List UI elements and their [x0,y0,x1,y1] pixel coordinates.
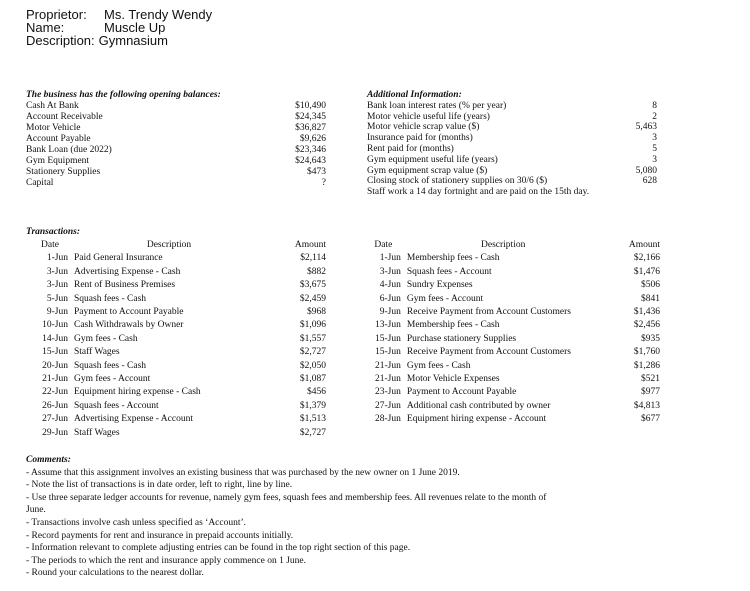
info-label: Closing stock of stationery supplies on 30/6 ($) [367,176,548,187]
transaction-description: Paid General Insurance [74,253,163,264]
info-value: 628 [642,176,657,187]
info-row [367,133,657,144]
info-value: 5 [652,143,657,154]
transaction-description: Payment to Account Payable [406,387,517,398]
transaction-row [360,279,660,292]
transaction-date: 15-Jun [375,333,401,344]
transaction-row [360,346,660,359]
transaction-amount: $2,050 [299,360,326,371]
transaction-amount: $2,459 [299,293,326,304]
balance-row [26,112,326,123]
transactions-table-left [26,239,326,440]
transaction-row [26,252,326,265]
transaction-date: 23-Jun [375,387,401,398]
transaction-row [360,306,660,319]
transactions-table-right [360,239,660,427]
transaction-description: Rent of Business Premises [74,280,176,291]
comment-line: June. [26,505,46,516]
info-row [367,166,657,177]
balance-row [26,145,326,156]
transaction-row [26,427,326,440]
balance-value: $24,345 [295,112,326,122]
balance-row [26,156,326,167]
description-header: Description [481,240,526,250]
transaction-amount: $2,166 [633,253,660,264]
transaction-row [26,413,326,426]
transaction-row [26,319,326,332]
transaction-row [26,360,326,373]
description-header: Description [146,240,192,250]
transaction-date: 29-Jun [42,427,68,438]
transaction-date: 10-Jun [42,320,68,331]
additional-information-title: Additional Information: [367,90,462,100]
transaction-description: Purchase stationery Supplies [406,333,517,344]
opening-balances-list [26,101,326,189]
transaction-amount: $1,760 [633,347,660,358]
transaction-amount: $1,096 [299,320,326,331]
transaction-row [360,319,660,332]
transaction-description: Advertising Expense - Account [74,414,193,425]
transaction-description: Receive Payment from Account Customers [406,347,571,358]
transaction-date: 21-Jun [375,374,401,385]
transaction-row [360,360,660,373]
name-label: Name: [26,20,65,35]
info-row [367,176,657,187]
comment-line: - Information relevant to complete adjusting entries can be found in the top right section of this page. [26,543,411,554]
transaction-date: 3-Jun [46,266,68,277]
opening-balances [26,90,326,189]
info-label: Gym equipment scrap value ($) [367,165,488,176]
transaction-date: 6-Jun [379,293,401,304]
transaction-description: Squash fees - Cash [74,360,147,371]
transaction-description: Cash Withdrawals by Owner [74,320,184,331]
name-value: Muscle Up [104,20,166,35]
additional-information [367,90,657,198]
info-value: 2 [652,111,657,122]
transaction-amount: $1,286 [633,360,660,371]
proprietor-label: Proprietor: [26,7,87,22]
info-label: Motor vehicle scrap value ($) [367,122,480,133]
transaction-date: 22-Jun [42,387,68,398]
comment-line: - Assume that this assignment involves an existing business that was purchased by the new owner on 1 June 2019. [26,467,460,478]
transactions-title: Transactions: [26,227,81,237]
transaction-date: 14-Jun [42,333,68,344]
transaction-amount: $1,476 [633,266,660,277]
transaction-row [360,266,660,279]
transaction-row [360,386,660,399]
info-label: Rent paid for (months) [367,143,454,154]
transaction-amount: $2,456 [633,320,660,331]
description-value: Gymnasium [98,33,168,48]
transaction-description: Equipment hiring expense - Account [406,414,547,425]
transaction-amount: $882 [307,266,326,277]
date-header: Date [41,240,59,250]
info-row [367,122,657,133]
comment-line: - Transactions involve cash unless specified as ‘Account’. [26,517,247,528]
transaction-row [26,306,326,319]
transaction-description: Gym fees - Cash [74,333,138,344]
transaction-description: Staff Wages [74,427,120,438]
transaction-amount: $1,379 [299,400,326,411]
transaction-description: Gym fees - Account [406,293,484,304]
transaction-date: 9-Jun [379,307,401,318]
transaction-amount: $968 [307,307,326,318]
transaction-description: Gym fees - Account [74,374,151,385]
transaction-description: Motor Vehicle Expenses [406,374,500,385]
balance-label: Account Receivable [26,112,103,122]
transaction-date: 9-Jun [46,307,68,318]
transaction-description: Squash fees - Cash [74,293,147,304]
balance-label: Capital [26,178,54,188]
transaction-description: Receive Payment from Account Customers [406,307,571,318]
transaction-date: 28-Jun [375,414,401,425]
balance-value: ? [321,178,326,188]
balance-row [26,123,326,134]
transactions-rows-right [360,252,660,426]
comment-line: - The periods to which the rent and insurance apply commence on 1 June. [26,555,306,566]
transaction-date: 3-Jun [46,280,68,291]
balance-label: Account Payable [26,134,91,144]
additional-information-list [367,101,657,187]
transaction-date: 15-Jun [375,347,401,358]
transactions-header-right [360,239,660,252]
amount-header: Amount [294,240,326,250]
transaction-date: 1-Jun [46,253,68,264]
info-value: 5,080 [635,165,657,176]
comments-section [26,454,626,580]
proprietor-value: Ms. Trendy Wendy [104,7,213,22]
transaction-amount: $841 [641,293,660,304]
balance-label: Motor Vehicle [26,123,81,133]
transaction-date: 15-Jun [42,347,68,358]
balance-label: Bank Loan (due 2022) [26,145,112,155]
balance-value: $10,490 [295,101,326,111]
transaction-row [360,293,660,306]
transaction-date: 21-Jun [42,374,68,385]
business-header [26,8,212,47]
transactions-rows-left [26,252,326,440]
transaction-amount: $521 [641,374,660,385]
transaction-date: 27-Jun [375,400,401,411]
comments-title: Comments: [26,455,71,465]
transaction-row [360,413,660,426]
transaction-date: 3-Jun [379,266,401,277]
transaction-date: 5-Jun [46,293,68,304]
transaction-amount: $1,436 [633,307,660,318]
transaction-amount: $2,727 [299,427,326,438]
transaction-row [26,386,326,399]
transaction-row [360,400,660,413]
transaction-date: 21-Jun [375,360,401,371]
balance-label: Cash At Bank [26,101,79,111]
transaction-row [26,333,326,346]
transaction-date: 13-Jun [375,320,401,331]
balance-row [26,134,326,145]
transaction-amount: $2,727 [299,347,326,358]
transaction-description: Payment to Account Payable [74,307,184,318]
transaction-amount: $3,675 [299,280,326,291]
info-value: 5,463 [635,122,657,133]
info-row [367,155,657,166]
date-header: Date [374,240,393,250]
transaction-description: Sundry Expenses [406,280,473,291]
transaction-description: Membership fees - Cash [406,253,500,264]
opening-balances-title: The business has the following opening balances: [26,90,221,100]
description-row [26,34,212,47]
transaction-row [26,266,326,279]
comment-line: - Use three separate ledger accounts for revenue, namely gym fees, squash fees and membership fees. All revenues relate to the month of [26,492,547,503]
balance-value: $24,643 [295,156,326,166]
balance-row [26,178,326,189]
transaction-date: 1-Jun [379,253,401,264]
info-row [367,144,657,155]
transaction-date: 27-Jun [42,414,68,425]
transaction-amount: $1,557 [299,333,326,344]
transaction-description: Additional cash contributed by owner [406,400,551,411]
info-value: 3 [652,154,657,165]
transaction-row [26,346,326,359]
balance-row [26,167,326,178]
transaction-row [360,373,660,386]
balance-row [26,101,326,112]
transaction-amount: $677 [641,414,660,425]
transaction-date: 26-Jun [42,400,68,411]
comments-list [26,467,626,580]
info-row [367,101,657,112]
description-label: Description: [26,33,95,48]
transaction-amount: $977 [641,387,660,398]
info-value: 8 [652,100,657,111]
transaction-amount: $2,114 [300,253,326,264]
transactions-header-left [26,239,326,252]
transaction-row [26,279,326,292]
balance-label: Stationery Supplies [26,167,101,177]
transaction-date: 4-Jun [379,280,401,291]
transaction-description: Squash fees - Account [406,266,492,277]
balance-value: $9,626 [299,134,326,144]
info-label: Bank loan interest rates (% per year) [367,100,507,111]
comment-line: - Note the list of transactions is in date order, left to right, line by line. [26,480,293,491]
balance-value: $473 [307,167,326,177]
transaction-row [26,373,326,386]
balance-value: $23,346 [295,145,326,155]
transaction-row [360,333,660,346]
transaction-amount: $1,513 [299,414,326,425]
info-label: Gym equipment useful life (years) [367,154,498,165]
comment-line: - Record payments for rent and insurance in prepaid accounts initially. [26,530,294,541]
balance-label: Gym Equipment [26,156,90,166]
transaction-amount: $1,087 [299,374,326,385]
transaction-description: Squash fees - Account [74,400,159,411]
transaction-date: 20-Jun [42,360,68,371]
transaction-description: Gym fees - Cash [406,360,471,371]
info-label: Motor vehicle useful life (years) [367,111,490,122]
info-label: Insurance paid for (months) [367,133,473,144]
amount-header: Amount [628,240,660,250]
transaction-description: Membership fees - Cash [406,320,500,331]
transaction-row [26,293,326,306]
transaction-amount: $4,813 [633,400,660,411]
info-value: 3 [652,133,657,144]
info-row [367,112,657,123]
transaction-amount: $456 [307,387,326,398]
transaction-description: Advertising Expense - Cash [74,266,181,277]
transaction-row [26,400,326,413]
transaction-amount: $506 [641,280,660,291]
staff-wages-note: Staff work a 14 day fortnight and are paid on the 15th day. [367,187,590,198]
transaction-description: Staff Wages [74,347,120,358]
transaction-amount: $935 [641,333,660,344]
comment-line: - Round your calculations to the nearest dollar. [26,568,204,579]
balance-value: $36,827 [295,123,326,133]
transaction-description: Equipment hiring expense - Cash [74,387,201,398]
transaction-row [360,252,660,265]
